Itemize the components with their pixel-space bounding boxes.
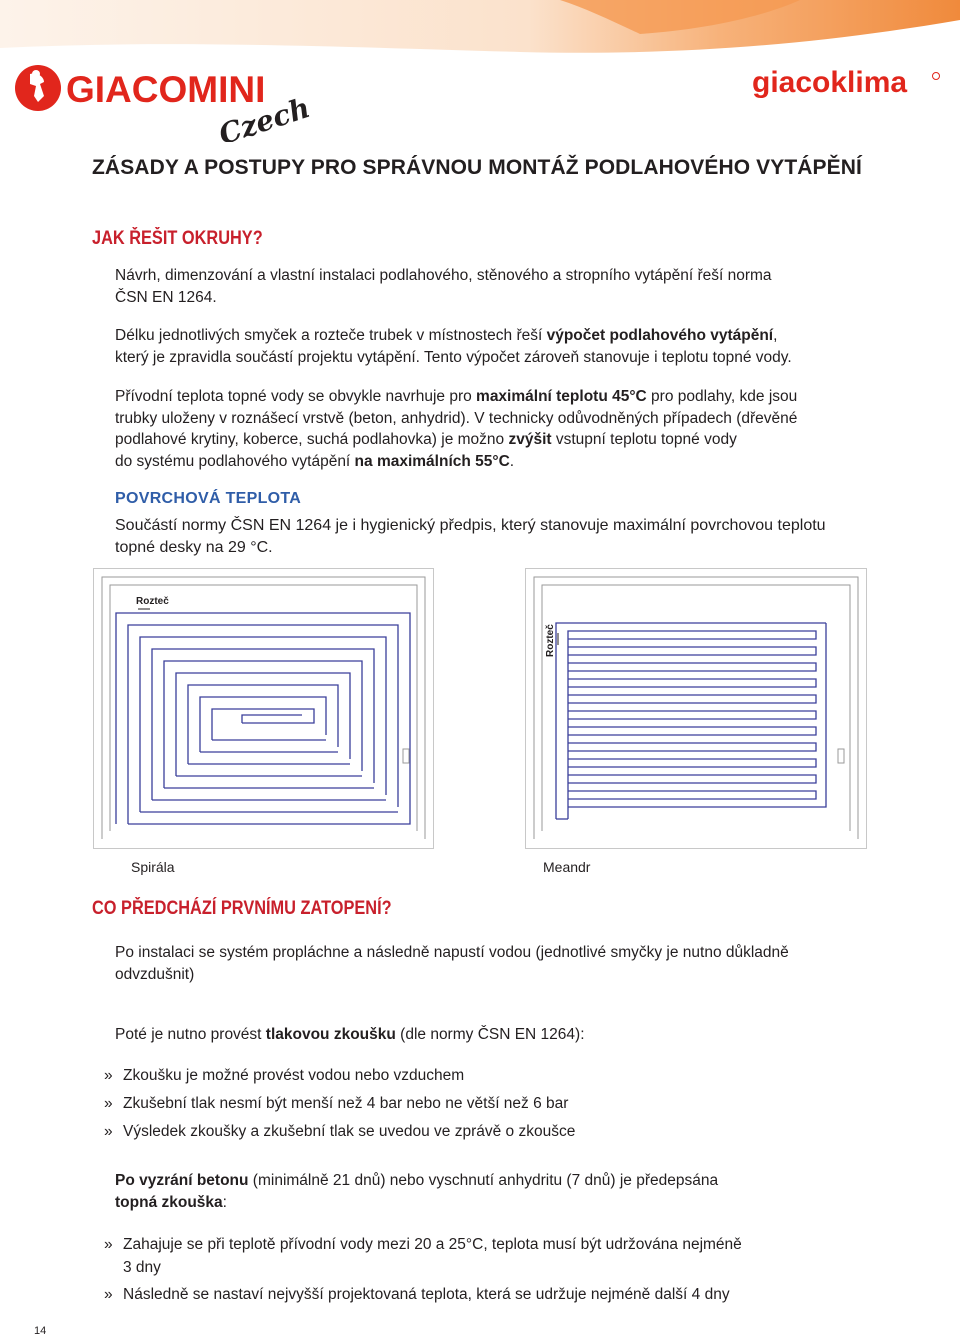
text-line (115, 325, 792, 347)
bold-text: výpočet podlahového vytápění (546, 327, 774, 344)
bullet-mark: » (104, 1095, 113, 1112)
paragraph-teplota-vody (115, 386, 797, 472)
bold-text: tlakovou zkoušku (265, 1026, 396, 1043)
text-line: ČSN EN 1264. (115, 288, 217, 306)
bullet-text: Výsledek zkoušky a zkušební tlak se uvedou ve zprávě o zkoušce (123, 1123, 576, 1140)
bullet-mark: » (104, 1236, 113, 1253)
text-span: pro podlahy, kde jsou (646, 388, 798, 405)
paragraph-tlakova-zkouska (115, 1024, 585, 1046)
meander-caption: Meandr (543, 859, 591, 875)
section-heading-povrchova-teplota: POVRCHOVÁ TEPLOTA (115, 490, 302, 507)
list-item (104, 1283, 730, 1306)
text-line (115, 1170, 718, 1192)
giacoklima-logo (752, 62, 942, 102)
text-line (115, 1024, 585, 1046)
bullet-mark: » (104, 1286, 113, 1303)
text-span: podlahové krytiny, koberce, suchá podlahovka) je možno (115, 431, 509, 448)
giacomini-logo (14, 62, 314, 142)
text-span: vstupní teplotu topné vody (551, 431, 737, 448)
bullet-mark: » (104, 1123, 113, 1140)
page-number: 14 (34, 1325, 47, 1337)
text-span: (dle normy ČSN EN 1264): (395, 1026, 585, 1043)
text-line: Po instalaci se systém propláchne a následně napustí vodou (jednotlivé smyčky je nutno důkladně (115, 944, 789, 961)
list-item (104, 1233, 742, 1279)
spiral-rozstec-label: Rozteč (136, 596, 169, 607)
paragraph-propachnuti (115, 942, 789, 985)
bullet-text: Zkušební tlak nesmí být menší než 4 bar nebo ne větší než 6 bar (123, 1095, 569, 1112)
bold-text: zvýšit (508, 431, 552, 448)
bullet-mark: » (104, 1067, 113, 1084)
text-span: , (773, 327, 778, 344)
bullet-text: Zkoušku je možné provést vodou nebo vzduchem (123, 1067, 465, 1084)
list-item (104, 1092, 568, 1115)
list-item (104, 1064, 464, 1087)
text-line: Součástí normy ČSN EN 1264 je i hygienický předpis, který stanovuje maximální povrchovou teplotu (115, 517, 826, 534)
text-span: (minimálně 21 dnů) nebo vyschnutí anhydritu (7 dnů) je předepsána (248, 1172, 719, 1189)
paragraph-delka-smycek (115, 325, 792, 368)
text-line: trubky uloženy v roznášecí vrstvě (beton, anhydrid). V technicky odůvodněných případech (dřevěné (115, 409, 798, 427)
text-span: Poté je nutno provést (115, 1026, 266, 1043)
text-line: který je zpravidla součástí projektu vytápění. Tento výpočet zároveň stanovuje i teplotu topné vody. (115, 348, 792, 366)
giacomini-logo-text: GIACOMINI (66, 69, 266, 110)
text-line: odvzdušnit) (115, 965, 195, 983)
text-line: topné desky na 29 °C. (115, 539, 273, 556)
bold-text: Po vyzrání betonu (115, 1172, 249, 1189)
text-span: Délku jednotlivých smyček a rozteče trubek v místnostech řeší (115, 327, 547, 344)
meander-diagram (525, 568, 867, 849)
section-heading-okruhy: JAK ŘEŠIT OKRUHY? (92, 228, 263, 249)
spiral-caption: Spirála (131, 859, 175, 875)
page-title: ZÁSADY A POSTUPY PRO SPRÁVNOU MONTÁŽ PODLAHOVÉHO VYTÁPĚNÍ (92, 156, 862, 179)
text-line (115, 1192, 718, 1214)
text-span: do systému podlahového vytápění (115, 452, 355, 470)
bold-text: na maximálních 55°C (354, 452, 510, 470)
text-line: Návrh, dimenzování a vlastní instalaci podlahového, stěnového a stropního vytápění řeší norma (115, 267, 772, 284)
bold-text: topná zkouška (115, 1193, 223, 1211)
text-line (115, 451, 797, 473)
list-item (104, 1120, 575, 1143)
section-heading-prvni-zatopeni: CO PŘEDCHÁZÍ PRVNÍMU ZATOPENÍ? (92, 898, 392, 919)
paragraph-norma (115, 265, 772, 308)
bold-text: maximální teplotu 45°C (476, 388, 647, 405)
text-span: . (509, 452, 515, 470)
czech-logo-text: Czech (214, 91, 314, 142)
paragraph-povrchova-teplota (115, 515, 826, 559)
text-line (115, 429, 797, 451)
bullet-text: Následně se nastaví nejvyšší projektovaná teplota, která se udržuje nejméně další 4 dny (123, 1286, 730, 1303)
text-line (115, 386, 797, 408)
spiral-diagram (93, 568, 434, 849)
header-swoosh (0, 0, 960, 60)
meander-rozstec-label: Rozteč (545, 624, 556, 657)
bullet-text: 3 dny (123, 1259, 161, 1276)
giacoklima-logo-text: giacoklima (752, 66, 908, 99)
bullet-text: Zahajuje se při teplotě přívodní vody mezi 20 a 25°C, teplota musí být udržována nejméně (123, 1236, 742, 1253)
text-span: : (222, 1193, 227, 1211)
text-span: Přívodní teplota topné vody se obvykle navrhuje pro (115, 388, 477, 405)
paragraph-topna-zkouska (115, 1170, 718, 1213)
